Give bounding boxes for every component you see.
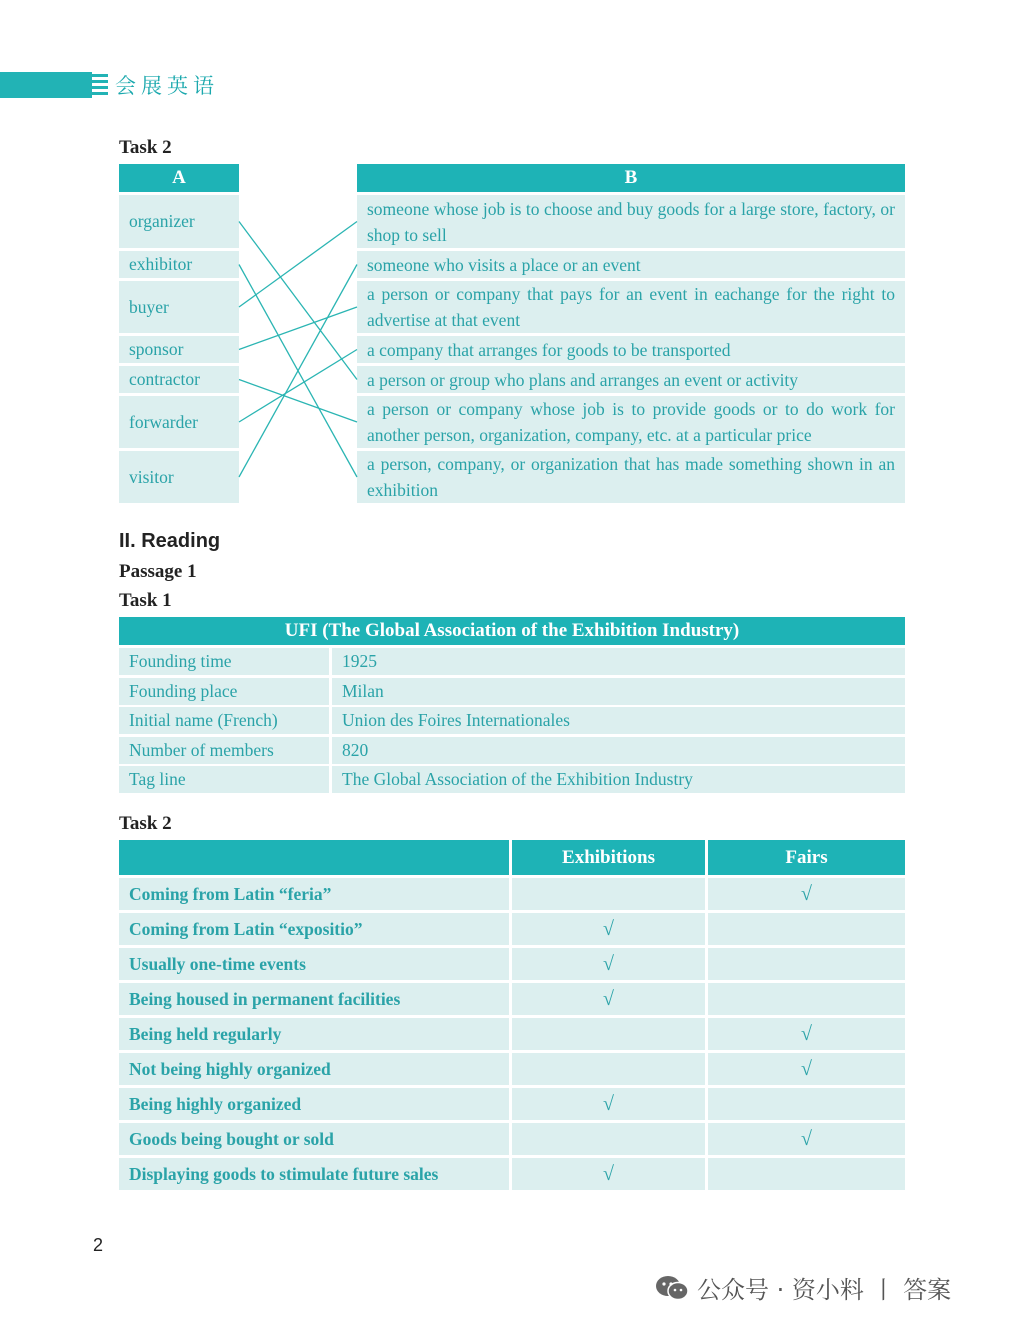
ef-exhibitions-check: √ bbox=[512, 913, 705, 945]
match-a-item: organizer bbox=[119, 195, 239, 248]
table-row bbox=[119, 707, 905, 734]
ef-exhibitions-check bbox=[512, 1053, 705, 1085]
table-row bbox=[119, 913, 905, 945]
ufi-value: Milan bbox=[332, 678, 905, 705]
passage-heading: Passage 1 bbox=[119, 561, 197, 582]
ef-exhibitions-check bbox=[512, 878, 705, 910]
ef-label: Being highly organized bbox=[119, 1088, 509, 1120]
ef-label: Being housed in permanent facilities bbox=[119, 983, 509, 1015]
table-row bbox=[119, 1053, 905, 1085]
ef-label: Coming from Latin “expositio” bbox=[119, 913, 509, 945]
menu-lines-icon bbox=[92, 74, 108, 96]
match-a-item: buyer bbox=[119, 281, 239, 333]
match-a-item: sponsor bbox=[119, 336, 239, 363]
ef-label: Usually one-time events bbox=[119, 948, 509, 980]
ef-label: Being held regularly bbox=[119, 1018, 509, 1050]
ef-fairs-check: √ bbox=[708, 1018, 905, 1050]
task2-reading-heading: Task 2 bbox=[119, 813, 172, 834]
column-b-header: B bbox=[357, 164, 905, 192]
ef-exhibitions-check: √ bbox=[512, 1158, 705, 1190]
table-row bbox=[119, 648, 905, 675]
ef-blank-header bbox=[119, 840, 509, 875]
ef-label: Coming from Latin “feria” bbox=[119, 878, 509, 910]
ufi-value: 820 bbox=[332, 737, 905, 764]
ufi-value: 1925 bbox=[332, 648, 905, 675]
table-row bbox=[119, 1018, 905, 1050]
match-line bbox=[239, 265, 357, 478]
wechat-icon bbox=[655, 1275, 689, 1301]
ufi-key: Number of members bbox=[119, 737, 329, 764]
table-row bbox=[119, 1123, 905, 1155]
ufi-key: Founding place bbox=[119, 678, 329, 705]
ef-fairs-check bbox=[708, 983, 905, 1015]
header-color-bar bbox=[0, 72, 92, 98]
ufi-value: Union des Foires Internationales bbox=[332, 707, 905, 734]
fairs-header: Fairs bbox=[708, 840, 905, 875]
book-title: 会展英语 bbox=[115, 74, 219, 98]
ef-label: Goods being bought or sold bbox=[119, 1123, 509, 1155]
match-b-item: someone who visits a place or an event bbox=[357, 251, 905, 278]
ufi-key: Founding time bbox=[119, 648, 329, 675]
page-number: 2 bbox=[93, 1235, 104, 1255]
match-line bbox=[239, 307, 357, 350]
match-b-item: a company that arranges for goods to be transported bbox=[357, 336, 905, 363]
task2-heading: Task 2 bbox=[119, 137, 172, 158]
match-line bbox=[239, 265, 357, 478]
table-row bbox=[119, 878, 905, 910]
task1-heading: Task 1 bbox=[119, 590, 172, 611]
ef-fairs-check bbox=[708, 1158, 905, 1190]
match-a-item: contractor bbox=[119, 366, 239, 393]
match-line bbox=[239, 350, 357, 423]
ef-fairs-check: √ bbox=[708, 1053, 905, 1085]
exhibitions-header: Exhibitions bbox=[512, 840, 705, 875]
ef-exhibitions-check: √ bbox=[512, 983, 705, 1015]
ef-fairs-check bbox=[708, 913, 905, 945]
match-b-item: a person or company that pays for an event in eachange for the right to advertise at that event bbox=[357, 281, 905, 333]
ef-fairs-check bbox=[708, 948, 905, 980]
column-a-header: A bbox=[119, 164, 239, 192]
ef-label: Displaying goods to stimulate future sales bbox=[119, 1158, 509, 1190]
match-line bbox=[239, 222, 357, 308]
ef-exhibitions-check bbox=[512, 1123, 705, 1155]
table-row bbox=[119, 1158, 905, 1190]
table-row bbox=[119, 766, 905, 793]
table-row bbox=[119, 678, 905, 705]
match-a-item: forwarder bbox=[119, 396, 239, 448]
ufi-key: Tag line bbox=[119, 766, 329, 793]
ef-exhibitions-check bbox=[512, 1018, 705, 1050]
ef-exhibitions-check: √ bbox=[512, 948, 705, 980]
match-b-item: a person, company, or organization that has made something shown in an exhibition bbox=[357, 451, 905, 503]
ef-label: Not being highly organized bbox=[119, 1053, 509, 1085]
ef-fairs-check: √ bbox=[708, 878, 905, 910]
match-b-item: someone whose job is to choose and buy goods for a large store, factory, or shop to sell bbox=[357, 195, 905, 248]
footer-watermark bbox=[655, 1270, 951, 1305]
table-row bbox=[119, 948, 905, 980]
match-line bbox=[239, 380, 357, 423]
ef-fairs-check: √ bbox=[708, 1123, 905, 1155]
match-line bbox=[239, 222, 357, 380]
table-row bbox=[119, 1088, 905, 1120]
ufi-table-title: UFI (The Global Association of the Exhibition Industry) bbox=[119, 617, 905, 645]
footer-text: 公众号 · 资小料 丨 答案 bbox=[697, 1276, 952, 1304]
match-b-item: a person or group who plans and arranges an event or activity bbox=[357, 366, 905, 393]
table-row bbox=[119, 737, 905, 764]
match-a-item: visitor bbox=[119, 451, 239, 503]
table-row bbox=[119, 983, 905, 1015]
ufi-value: The Global Association of the Exhibition Industry bbox=[332, 766, 905, 793]
ef-exhibitions-check: √ bbox=[512, 1088, 705, 1120]
match-b-item: a person or company whose job is to provide goods or to do work for another person, organization, company, etc. at a particular price bbox=[357, 396, 905, 448]
match-a-item: exhibitor bbox=[119, 251, 239, 278]
ufi-key: Initial name (French) bbox=[119, 707, 329, 734]
ef-fairs-check bbox=[708, 1088, 905, 1120]
section-heading: II. Reading bbox=[119, 530, 221, 552]
